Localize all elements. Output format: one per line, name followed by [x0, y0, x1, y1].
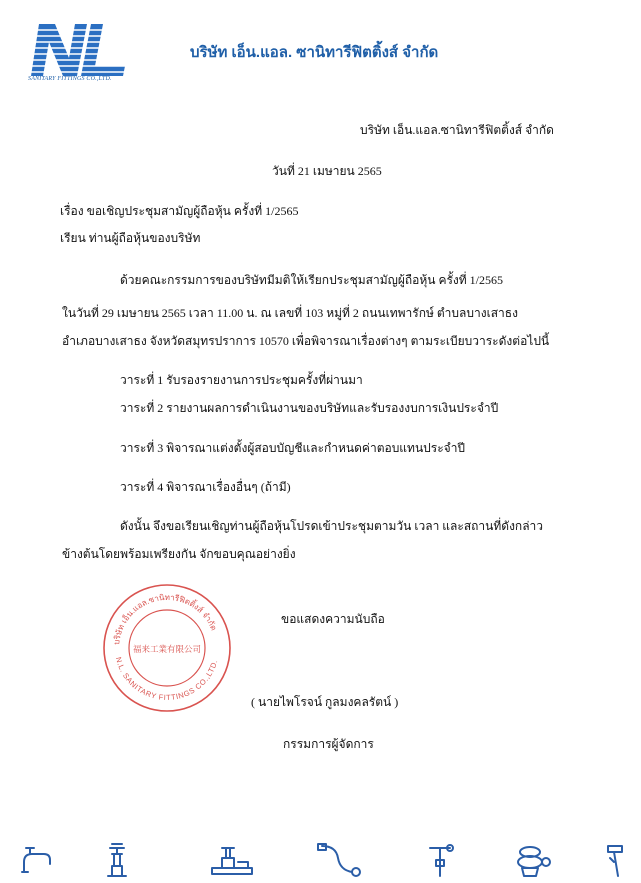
letter-greeting: เรียน ท่านผู้ถือหุ้นของบริษัท — [60, 231, 201, 245]
company-logo — [25, 20, 137, 80]
footer-product-icons — [18, 840, 628, 880]
signatory-name: ( นายไพโรจน์ กูลมงคลรัตน์ ) — [251, 695, 399, 709]
svg-text:N.L. SANITARY FITTINGS CO.,LTD: N.L. SANITARY FITTINGS CO.,LTD. — [113, 656, 220, 703]
signatory-title: กรรมการผู้จัดการ — [283, 737, 374, 751]
closing-line-1: ดังนั้น จึงขอเรียนเชิญท่านผู้ถือหุ้นโปรดเข้าประชุมตามวัน เวลา และสถานที่ดังกล่าว — [120, 519, 544, 533]
company-stamp — [101, 582, 233, 714]
agenda-item-4: วาระที่ 4 พิจารณาเรื่องอื่นๆ (ถ้ามี) — [120, 480, 291, 494]
closing-regards: ขอแสดงความนับถือ — [281, 612, 385, 626]
agenda-item-1: วาระที่ 1 รับรองรายงานการประชุมครั้งที่ผ่านมา — [120, 373, 363, 387]
svg-text:福来工業有限公司: 福来工業有限公司 — [132, 645, 202, 655]
spray-gun-icon — [608, 846, 622, 876]
cartridge-icon — [518, 847, 550, 876]
logo-subtitle: SANITARY FITTINGS CO.,LTD. — [28, 76, 112, 82]
agenda-item-3: วาระที่ 3 พิจารณาแต่งตั้งผู้สอบบัญชีและกำหนดค่าตอบแทนประจำปี — [120, 441, 466, 455]
intro-line-1: ด้วยคณะกรรมการของบริษัทมีมติให้เรียกประชุมสามัญผู้ถือหุ้น ครั้งที่ 1/2565 — [120, 273, 504, 287]
closing-line-2: ข้างต้นโดยพร้อมเพรียงกัน จักขอบคุณอย่างยิ่ง — [62, 547, 296, 561]
valve-icon — [108, 844, 126, 876]
tap-stem-icon — [430, 845, 453, 876]
faucet-icon — [22, 848, 50, 872]
intro-line-3: อำเภอบางเสาธง จังหวัดสมุทรปราการ 10570 เพื่อพิจารณาเรื่องต่างๆ ตามระเบียบวาระดังต่อไปนี้ — [62, 334, 550, 348]
intro-line-2: ในวันที่ 29 เมษายน 2565 เวลา 11.00 น. ณ เลขที่ 103 หมู่ที่ 2 ถนนเทพารักษ์ ตำบลบางเสาธง — [62, 306, 518, 320]
shower-hose-icon — [318, 844, 360, 876]
agenda-item-2: วาระที่ 2 รายงานผลการดำเนินงานของบริษัทและรับรองงบการเงินประจำปี — [120, 401, 499, 415]
company-name-header: บริษัท เอ็น.แอล. ซานิทารีฟิตติ้งส์ จำกัด — [190, 44, 439, 61]
letter-date: วันที่ 21 เมษายน 2565 — [272, 164, 382, 178]
letter-subject: เรื่อง ขอเชิญประชุมสามัญผู้ถือหุ้น ครั้งที่ 1/2565 — [60, 204, 299, 218]
svg-text:บริษัท เอ็น.แอล.ซานิทารีฟิตติ้: บริษัท เอ็น.แอล.ซานิทารีฟิตติ้งส์ จำกัด — [112, 592, 219, 646]
sender-company: บริษัท เอ็น.แอล.ซานิทารีฟิตติ้งส์ จำกัด — [360, 123, 554, 137]
mixer-tap-icon — [212, 848, 252, 874]
